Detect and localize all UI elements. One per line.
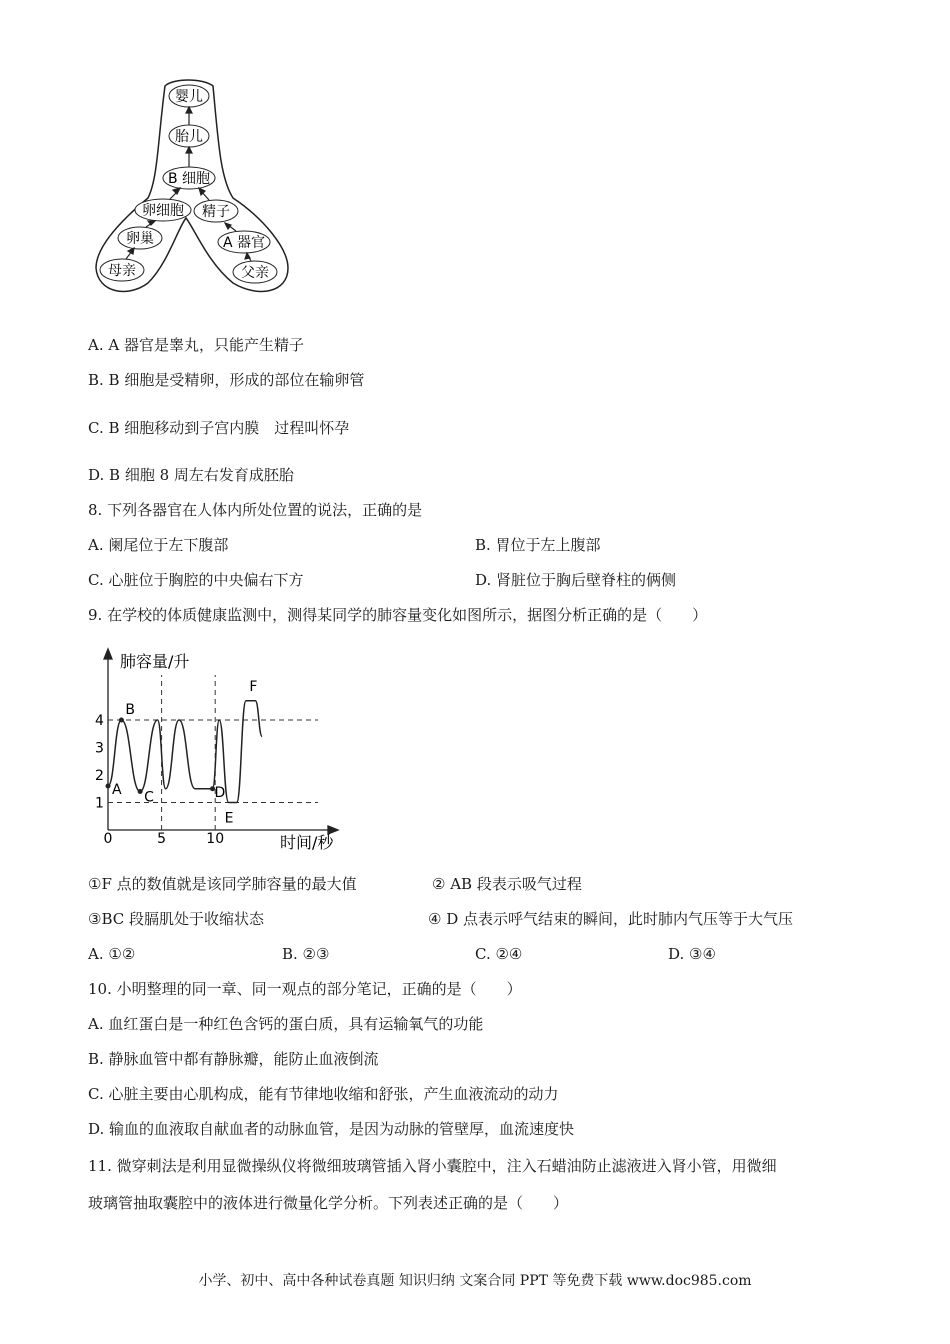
point-label-E: E (224, 810, 234, 827)
q8-option-a: A. 阑尾位于左下腹部 (88, 536, 229, 554)
q9-option-c: C. ②④ (475, 945, 523, 963)
point-label-D: D (214, 784, 226, 801)
fertilization-diagram (88, 78, 303, 298)
node-father: 父亲 (241, 265, 269, 281)
x-tick-0: 0 (103, 831, 113, 847)
node-sperm: 精子 (202, 204, 230, 220)
node-b-cell: B 细胞 (167, 171, 211, 187)
chart-axes (104, 649, 338, 834)
q9-statement-2: ② AB 段表示吸气过程 (432, 875, 582, 893)
q7-option-b: B. B 细胞是受精卵，形成的部位在输卵管 (88, 371, 365, 389)
point-label-C: C (144, 789, 154, 806)
q10-stem: 10. 小明整理的同一章、同一观点的部分笔记，正确的是（ ） (88, 980, 522, 998)
point-C (138, 789, 143, 794)
lung-volume-chart (88, 645, 358, 860)
q11-stem-line-2: 玻璃管抽取囊腔中的液体进行微量化学分析。下列表述正确的是（ ） (88, 1194, 569, 1212)
y-tick-4: 4 (95, 713, 104, 729)
node-egg: 卵细胞 (142, 203, 184, 219)
q8-stem: 8. 下列各器官在人体内所处位置的说法，正确的是 (88, 501, 423, 519)
node-mother: 母亲 (108, 263, 136, 279)
point-label-B: B (125, 702, 136, 718)
x-tick-10: 10 (206, 831, 225, 847)
q10-option-a: A. 血红蛋白是一种红色含钙的蛋白质，具有运输氧气的功能 (88, 1015, 484, 1033)
q10-option-c: C. 心脏主要由心肌构成，能有节律地收缩和舒张，产生血液流动的动力 (88, 1085, 559, 1103)
q8-option-d: D. 肾脏位于胸后壁脊柱的俩侧 (475, 571, 677, 589)
node-a-organ: A 器官 (222, 235, 266, 251)
node-fetus: 胎儿 (175, 129, 203, 145)
q9-stem: 9. 在学校的体质健康监测中，测得某同学的肺容量变化如图所示，据图分析正确的是（ ） (88, 606, 708, 624)
q10-option-b: B. 静脉血管中都有静脉瓣，能防止血液倒流 (88, 1050, 379, 1068)
q9-option-d: D. ③④ (668, 945, 716, 963)
q7-option-a: A. A 器官是睾丸，只能产生精子 (88, 336, 304, 354)
y-tick-1: 1 (95, 795, 104, 812)
q9-statement-4: ④ D 点表示呼气结束的瞬间，此时肺内气压等于大气压 (428, 910, 794, 928)
chart-xlabel: 时间/秒 (280, 833, 334, 852)
q8-option-c: C. 心脏位于胸腔的中央偏右下方 (88, 571, 304, 589)
node-baby: 婴儿 (175, 89, 203, 105)
q11-stem-line-1: 11. 微穿刺法是利用显微操纵仪将微细玻璃管插入肾小囊腔中，注入石蜡油防止滤液进入肾小管，用微细 (88, 1157, 777, 1175)
page-footer: 小学、初中、高中各种试卷真题 知识归纳 文案合同 PPT 等免费下载 www.doc985.com (198, 1273, 752, 1289)
point-label-F: F (249, 678, 258, 695)
y-tick-2: 2 (95, 768, 104, 784)
q9-statement-1: ①F 点的数值就是该同学肺容量的最大值 (88, 875, 357, 893)
q9-option-a: A. ①② (88, 945, 136, 963)
point-label-A: A (112, 782, 122, 798)
point-B (119, 718, 124, 723)
node-ovary: 卵巢 (126, 231, 154, 247)
q10-option-d: D. 输血的血液取自献血者的动脉血管，是因为动脉的管壁厚，血流速度快 (88, 1120, 575, 1138)
q9-statement-3: ③BC 段膈肌处于收缩状态 (88, 910, 264, 928)
q7-option-c: C. B 细胞移动到子宫内膜 过程叫怀孕 (88, 419, 350, 437)
x-tick-5: 5 (157, 831, 167, 847)
point-A (106, 784, 111, 789)
y-tick-3: 3 (95, 740, 104, 757)
q9-option-b: B. ②③ (282, 945, 330, 963)
q7-option-d: D. B 细胞 8 周左右发育成胚胎 (88, 466, 294, 484)
q8-option-b: B. 胃位于左上腹部 (475, 536, 601, 554)
chart-ylabel: 肺容量/升 (120, 652, 190, 671)
